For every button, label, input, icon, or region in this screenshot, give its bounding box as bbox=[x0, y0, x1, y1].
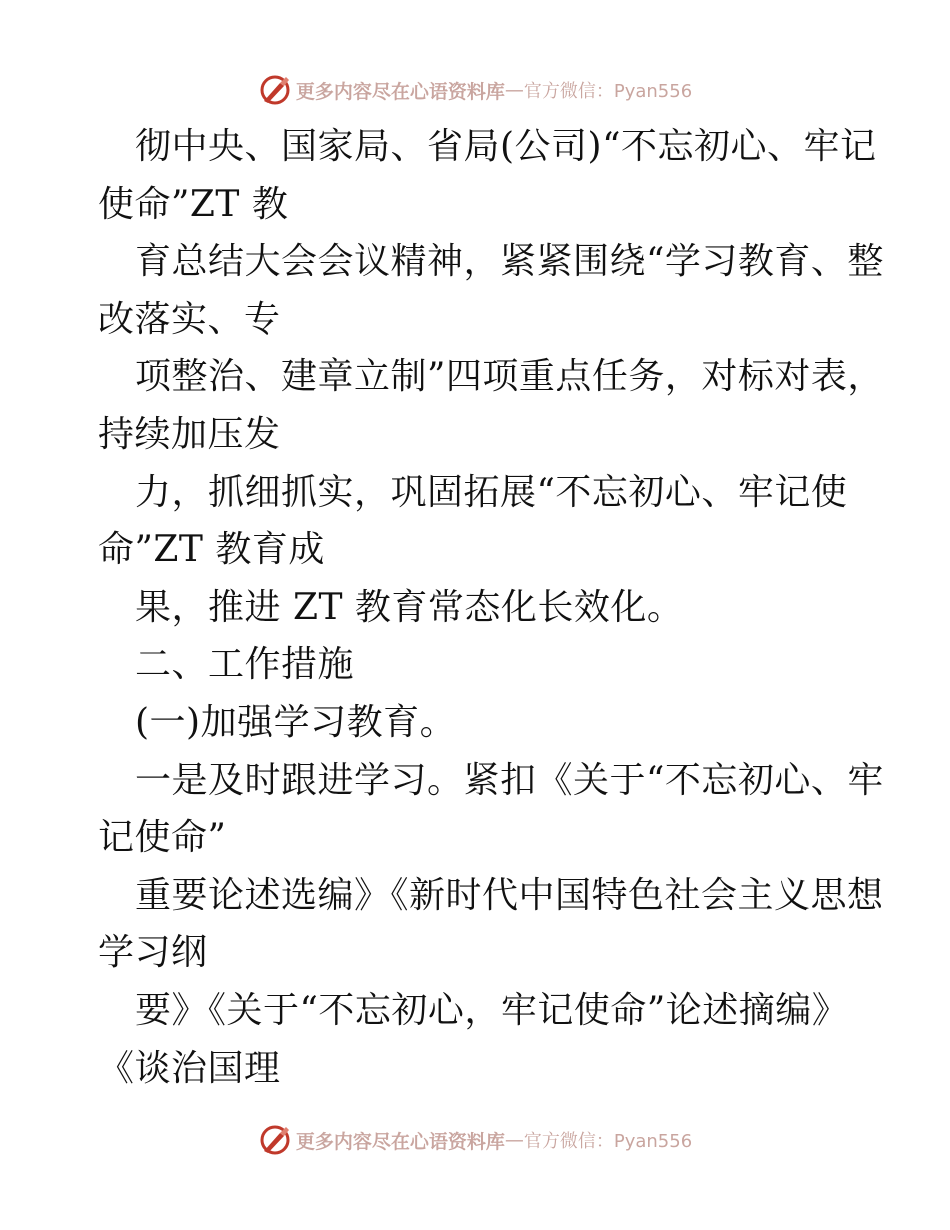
footer-watermark-banner bbox=[0, 1120, 950, 1160]
text-line: 一是及时跟进学习。紧扣《关于“不忘初心、牢 bbox=[135, 759, 884, 801]
text-line: 改落实、专 bbox=[98, 298, 281, 340]
banner-text: 更多内容尽在心语资料库 bbox=[295, 80, 505, 103]
text-line: 持续加压发 bbox=[98, 413, 281, 455]
text-line: 彻中央、国家局、省局(公司)“不忘初心、牢记 bbox=[135, 126, 877, 167]
banner-dash: — bbox=[504, 79, 524, 101]
text-line: 《谈治国理 bbox=[98, 1047, 281, 1089]
text-line: 要》《关于“不忘初心，牢记使命”论述摘编》 bbox=[135, 989, 849, 1031]
text-line: 学习纲 bbox=[98, 932, 208, 974]
section-heading: 二、工作措施 bbox=[135, 644, 355, 686]
banner-wechat: 官方微信：Pyan556 bbox=[523, 1131, 693, 1152]
text-line: 命”ZT 教育成 bbox=[98, 529, 325, 571]
subsection-heading: (一)加强学习教育。 bbox=[135, 701, 457, 743]
banner-wechat: 官方微信：Pyan556 bbox=[523, 81, 693, 102]
pen-logo-icon bbox=[258, 73, 292, 107]
banner-dash: — bbox=[504, 1129, 524, 1151]
text-line: 果，推进 ZT 教育常态化长效化。 bbox=[135, 586, 684, 628]
text-line: 力，抓细抓实，巩固拓展“不忘初心、牢记使 bbox=[135, 471, 848, 513]
header-watermark-banner bbox=[0, 70, 950, 110]
text-line: 重要论述选编》《新时代中国特色社会主义思想 bbox=[135, 874, 884, 916]
pen-logo-icon bbox=[258, 1123, 292, 1157]
text-line: 使命”ZT 教 bbox=[98, 183, 289, 225]
text-line: 记使命” bbox=[98, 817, 227, 859]
text-line: 育总结大会会议精神，紧紧围绕“学习教育、整 bbox=[135, 241, 884, 283]
banner-text: 更多内容尽在心语资料库 bbox=[295, 1130, 505, 1153]
document-body bbox=[98, 118, 884, 1097]
text-line: 项整治、建章立制”四项重点任务，对标对表， bbox=[135, 356, 884, 398]
